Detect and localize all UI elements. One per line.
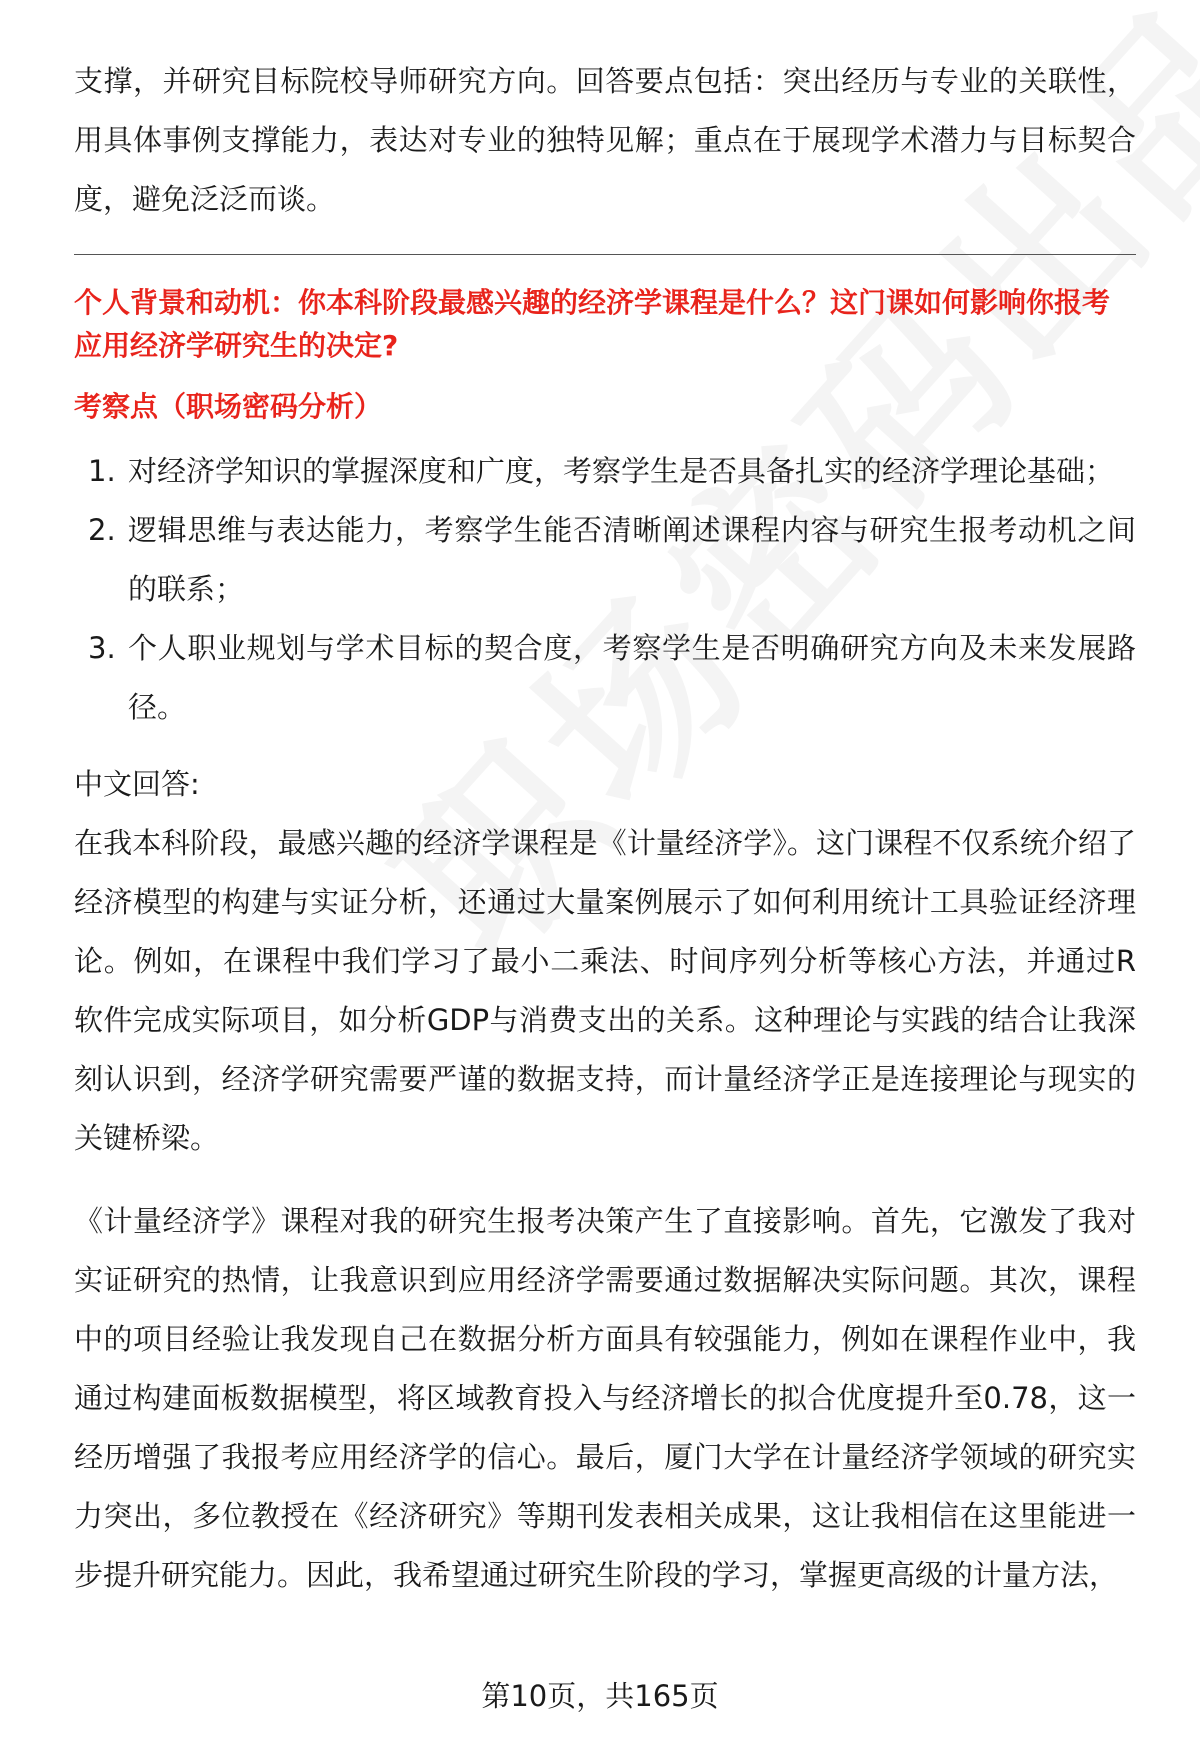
list-item-number: 3. [88, 631, 116, 665]
list-item-number: 2. [88, 513, 116, 547]
list-item [74, 501, 1136, 619]
focus-list [74, 442, 1136, 737]
question-heading: 个人背景和动机：你本科阶段最感兴趣的经济学课程是什么？这门课如何影响你报考应用经济学研究生的决定? [74, 286, 1111, 362]
answer-label: 中文回答: [74, 767, 200, 801]
answer-paragraph: 在我本科阶段，最感兴趣的经济学课程是《计量经济学》。这门课程不仅系统介绍了经济模型的构建与实证分析，还通过大量案例展示了如何利用统计工具验证经济理论。例如，在课程中我们学习了最小二乘法、时间序列分析等核心方法，并通过R软件完成实际项目，如分析GDP与消费支出的关系。这种理论与实践的结合让我深刻认识到，经济学研究需要严谨的数据支持，而计量经济学正是连接理论与现实的关键桥梁。 [74, 826, 1136, 1155]
page-content [74, 52, 1136, 1605]
answer-paragraph: 《计量经济学》课程对我的研究生报考决策产生了直接影响。首先，它激发了我对实证研究的热情，让我意识到应用经济学需要通过数据解决实际问题。其次，课程中的项目经验让我发现自己在数据分析方面具有较强能力，例如在课程作业中，我通过构建面板数据模型，将区域教育投入与经济增长的拟合优度提升至0.78，这一经历增强了我报考应用经济学的信心。最后，厦门大学在计量经济学领域的研究实力突出，多位教授在《经济研究》等期刊发表相关成果，这让我相信在这里能进一步提升研究能力。因此，我希望通过研究生阶段的学习，掌握更高级的计量方法， [74, 1204, 1136, 1592]
page-number-footer: 第10页，共165页 [481, 1679, 719, 1713]
list-item [74, 619, 1136, 737]
list-item-text: 逻辑思维与表达能力，考察学生能否清晰阐述课程内容与研究生报考动机之间的联系； [128, 513, 1136, 606]
section-divider [74, 254, 1136, 255]
list-item [74, 442, 1136, 501]
focus-heading: 考察点（职场密码分析） [74, 390, 383, 423]
list-item-text: 对经济学知识的掌握深度和广度，考察学生是否具备扎实的经济学理论基础； [128, 454, 1115, 488]
intro-paragraph: 支撑，并研究目标院校导师研究方向。回答要点包括：突出经历与专业的关联性，用具体事例支撑能力，表达对专业的独特见解；重点在于展现学术潜力与目标契合度，避免泛泛而谈。 [74, 64, 1136, 216]
list-item-number: 1. [88, 454, 116, 488]
list-item-text: 个人职业规划与学术目标的契合度，考察学生是否明确研究方向及未来发展路径。 [128, 631, 1136, 724]
